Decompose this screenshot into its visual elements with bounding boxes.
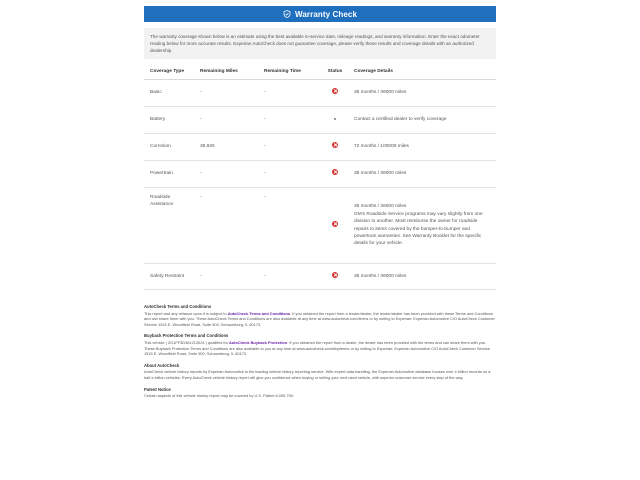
coverage-type: Corrosion	[144, 134, 194, 161]
coverage-type: Roadside Assistance	[144, 188, 194, 264]
col-coverage-type: Coverage Type	[144, 66, 194, 80]
remaining-time: -	[258, 80, 322, 107]
coverage-details: 36 months / 36000 miles	[348, 80, 496, 107]
coverage-details: 72 months / 100000 miles	[348, 134, 496, 161]
coverage-type: Battery	[144, 107, 194, 134]
table-row	[144, 161, 496, 188]
coverage-type: Basic	[144, 80, 194, 107]
expired-x-icon	[332, 142, 338, 148]
coverage-details: Contact a certified dealer to verify coverage	[348, 107, 496, 134]
table-row	[144, 134, 496, 161]
patent-text: Certain aspects of this vehicle history report may be covered by U.S. Patent 8,005,759.	[144, 393, 294, 399]
col-coverage-details: Coverage Details	[348, 66, 496, 80]
remaining-time: -	[258, 188, 322, 264]
terms-link[interactable]: AutoCheck Terms and Conditions	[227, 310, 291, 316]
remaining-miles: -	[194, 107, 258, 134]
coverage-details: 36 months / 36000 miles GM's Roadside Service programs may vary slightly from one division to another. Most reimburse the owner for roadside repairs to items covered by the bumper-to-bumper and powertrain warranties. See Warranty Booklet for the specific details for your vehicle.	[348, 188, 496, 264]
coverage-table-container	[144, 66, 496, 290]
coverage-type: Powertrain	[144, 161, 194, 188]
patent-heading: Patent Notice	[144, 386, 171, 392]
col-remaining-time: Remaining Time	[258, 66, 322, 80]
buyback-link[interactable]: AutoCheck Buyback Protection	[229, 339, 288, 345]
remaining-time: -	[258, 134, 322, 161]
shield-icon	[283, 10, 291, 18]
remaining-miles: 38,926	[194, 134, 258, 161]
table-header-row	[144, 66, 496, 80]
about-heading: About AutoCheck	[144, 362, 180, 368]
table-row	[144, 107, 496, 134]
expired-x-icon	[332, 272, 338, 278]
coverage-type: Safety Restraint	[144, 264, 194, 290]
terms-heading: AutoCheck Terms and Conditions	[144, 304, 212, 309]
remaining-time: -	[258, 264, 322, 290]
warranty-check-panel	[144, 6, 496, 405]
expired-x-icon	[332, 221, 338, 227]
coverage-details: 36 months / 36000 miles	[348, 161, 496, 188]
intro-notice: The warranty coverage shown below is an estimate using the best available in-service date, mileage readings, and warranty information. Enter the exact odometer reading below for more accurate results. Experian AutoCheck does not guarantee coverage, please verify these results and coverage details with an authorized dealership.	[144, 28, 496, 59]
remaining-miles: -	[194, 80, 258, 107]
buyback-text: This vehicle ( 2G1FF3D361213024 ) qualifies for AutoCheck Buyback Protection. If you obtained the report from a dealer, the dealer has been provided with the terms and can share them with you. These Buyback Protection Terms and Conditions are also available to you at any time at www.autocheck.com/bbpterms or by writing to Experian: Experian Automotive C/O AutoCheck Customer Service 1515 E. Woodfield Road, Suite 500, Schaumburg, IL 60173.	[144, 339, 490, 357]
warranty-check-header	[144, 6, 496, 22]
coverage-table	[144, 66, 496, 290]
remaining-miles: -	[194, 188, 258, 264]
col-status: Status	[322, 66, 348, 80]
terms-text: This report and any reliance upon it is subject to AutoCheck Terms and Conditions. If you obtained the report from a lender/dealer, the lender/dealer has been provided with these Terms and Conditions and can share them with you. These AutoCheck Terms and Conditions are also available at any time at www.autocheck.com/terms or by writing to Experian: Experian Automotive C/O AutoCheck Customer Service 1515 E. Woodfield Road, Suite 500, Schaumburg, IL 60173.	[144, 310, 495, 327]
remaining-time: -	[258, 161, 322, 188]
expired-x-icon	[332, 169, 338, 175]
table-row	[144, 80, 496, 107]
table-row	[144, 264, 496, 290]
expired-x-icon	[332, 88, 338, 94]
remaining-miles: -	[194, 264, 258, 290]
legal-notices	[144, 304, 496, 399]
unknown-status-icon	[334, 118, 336, 120]
page-title: Warranty Check	[294, 9, 357, 19]
remaining-time: -	[258, 107, 322, 134]
remaining-miles: -	[194, 161, 258, 188]
col-remaining-miles: Remaining Miles	[194, 66, 258, 80]
coverage-details: 36 months / 36000 miles	[348, 264, 496, 290]
buyback-heading: Buyback Protection Terms and Conditions	[144, 333, 229, 339]
about-text: AutoCheck vehicle history reports by Experian Automotive is the leading vehicle history reporting service. With expert data handling, the Experian Automotive database houses over 4 billion records on a half a billion vehicles. Every AutoCheck vehicle history report will give you confidence when buying or selling your next used vehicle, with superior customer service every step of the way.	[144, 369, 491, 380]
table-row	[144, 188, 496, 264]
